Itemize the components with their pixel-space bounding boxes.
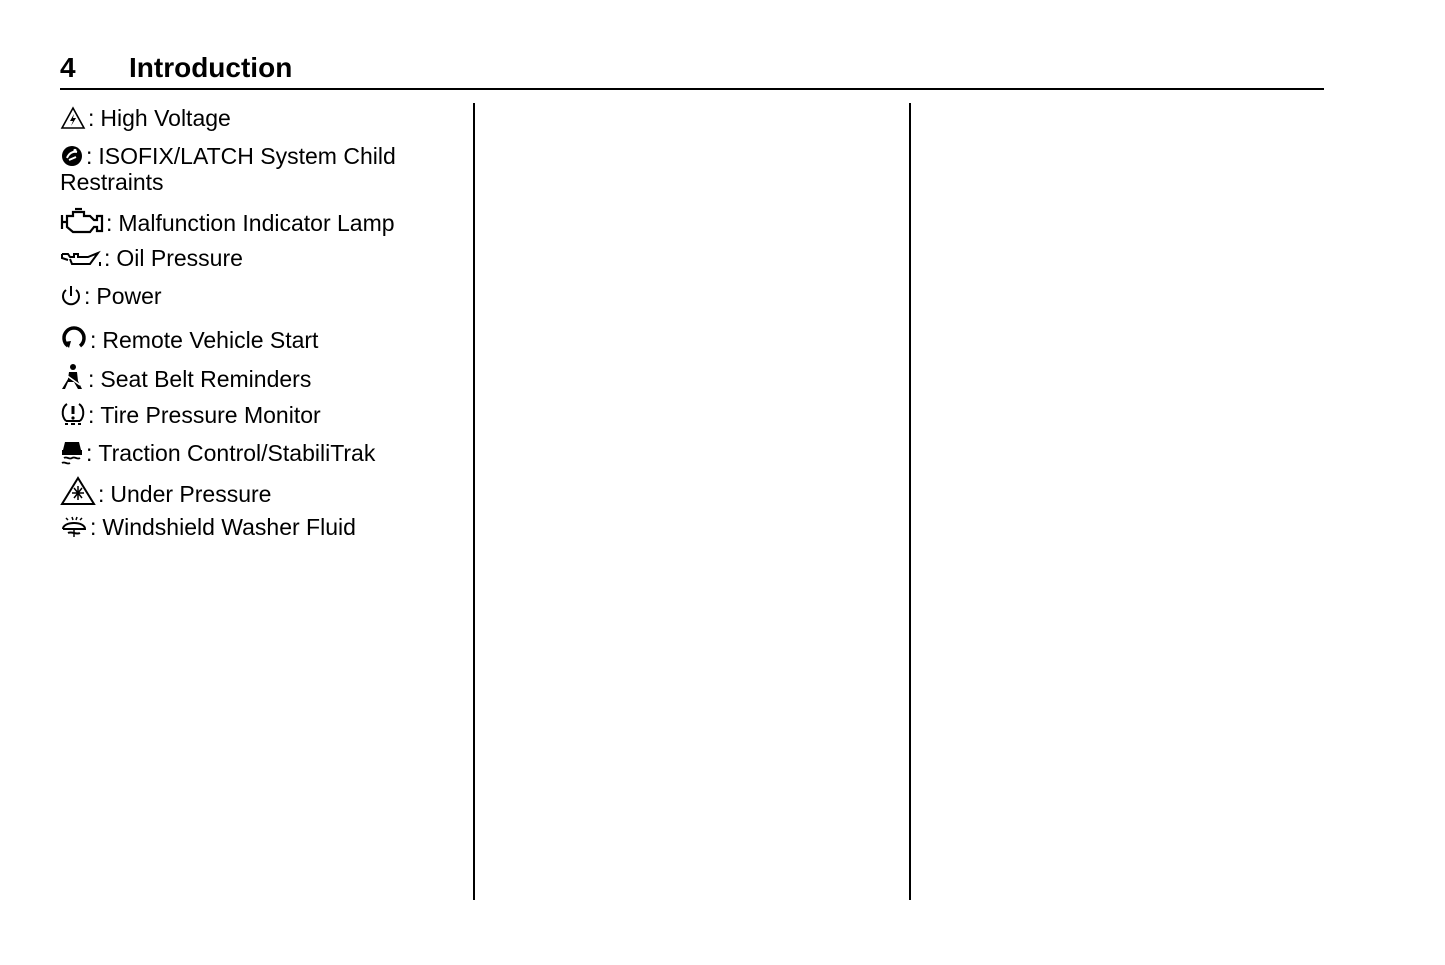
page-number: 4 — [60, 52, 76, 83]
separator: : — [106, 210, 113, 236]
item-label: High Voltage — [100, 105, 231, 131]
list-item-under-pressure — [60, 476, 271, 507]
remote-start-icon — [60, 324, 88, 352]
separator: : — [90, 514, 97, 540]
oil-can-icon — [60, 248, 102, 270]
tire-pressure-icon — [60, 401, 86, 427]
column-divider-right — [909, 103, 911, 900]
item-label: Seat Belt Reminders — [100, 366, 312, 392]
separator: : — [86, 440, 93, 466]
separator: : — [84, 283, 91, 309]
list-item-seat-belt — [60, 363, 311, 392]
list-item-washer-fluid — [60, 514, 356, 540]
washer-fluid-icon — [60, 515, 88, 539]
item-label: Remote Vehicle Start — [102, 327, 319, 353]
list-item-tire-pressure — [60, 401, 321, 428]
item-label: Traction Control/StabiliTrak — [98, 440, 376, 466]
item-label: Oil Pressure — [116, 245, 243, 271]
power-icon — [60, 284, 82, 308]
separator: : — [86, 143, 93, 169]
separator: : — [104, 245, 111, 271]
item-label: Tire Pressure Monitor — [100, 402, 321, 428]
under-pressure-icon — [60, 476, 96, 506]
item-label: Under Pressure — [110, 481, 272, 507]
traction-control-icon — [60, 439, 84, 465]
list-item-remote-start — [60, 324, 318, 353]
isofix-latch-icon — [60, 144, 84, 168]
high-voltage-icon — [60, 106, 86, 130]
separator: : — [90, 327, 97, 353]
list-item-malfunction-lamp — [60, 207, 395, 236]
item-label: Malfunction Indicator Lamp — [118, 210, 395, 236]
separator: : — [88, 105, 95, 131]
separator: : — [88, 366, 95, 392]
item-label: Windshield Washer Fluid — [102, 514, 356, 540]
list-item-traction-control — [60, 439, 375, 466]
list-item-power — [60, 283, 162, 309]
item-label: ISOFIX/LATCH System Child — [98, 143, 396, 169]
column-divider-left — [473, 103, 475, 900]
item-label: Power — [96, 283, 162, 309]
separator: : — [88, 402, 95, 428]
list-item-oil-pressure — [60, 245, 243, 271]
list-item-high-voltage — [60, 105, 231, 131]
separator: : — [98, 481, 105, 507]
page-title: Introduction — [129, 52, 293, 83]
page-header — [60, 50, 1324, 90]
item-label-continued: Restraints — [60, 169, 164, 195]
engine-malfunction-icon — [60, 207, 104, 235]
seat-belt-icon — [60, 363, 86, 391]
list-item-isofix — [60, 143, 396, 195]
